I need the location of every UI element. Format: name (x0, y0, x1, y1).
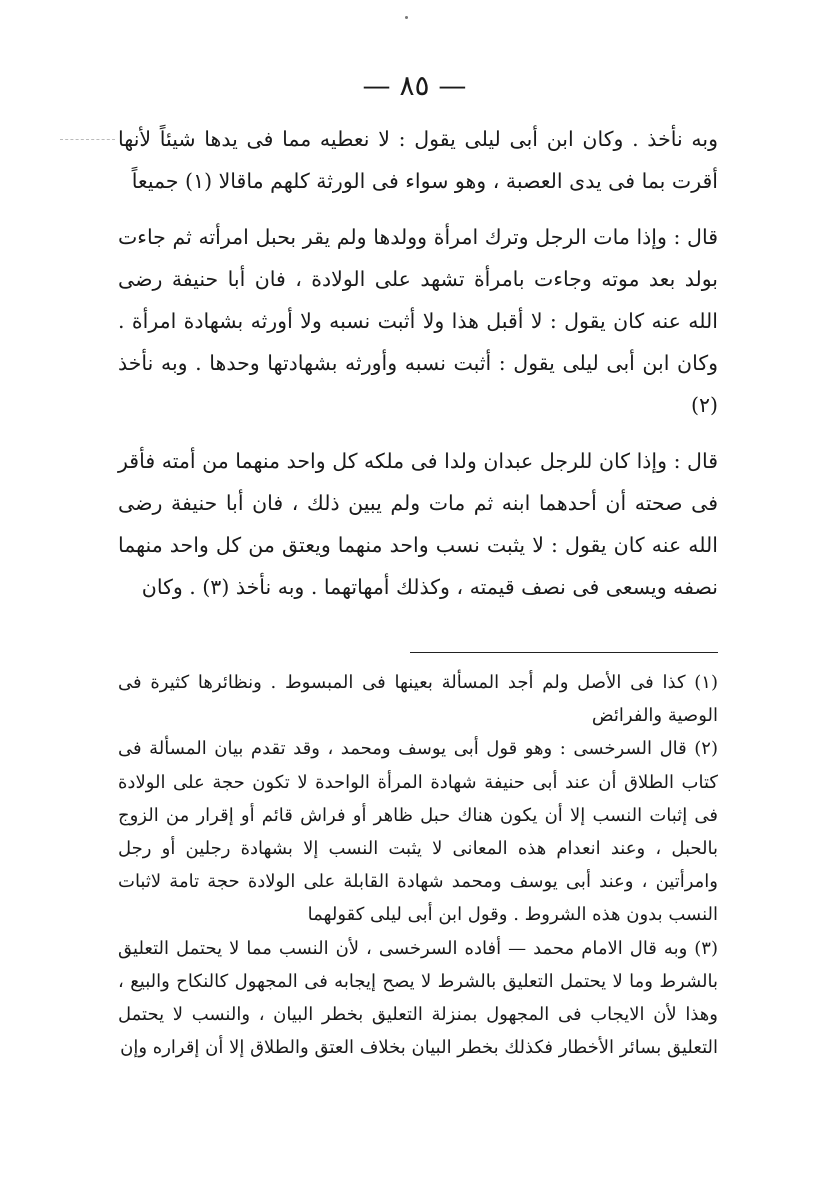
page-number: — ٨٥ — (362, 69, 467, 102)
footnote-divider (410, 652, 718, 653)
scan-speck (405, 16, 408, 19)
paragraph-1: وبه نأخذ . وكان ابن أبى ليلى يقول : لا نعطيه مما فى يدها شيئاً لأنها أقرت بما فى يدى العصبة ، وهو سواء فى الورثة كلهم ماقالا (١) جميعاً (118, 127, 718, 193)
footnote-3: (٣) وبه قال الامام محمد — أفاده السرخسى ، لأن النسب مما لا يحتمل التعليق بالشرط وما لا يحتمل التعليق بالشرط لا يصح إيجابه فى المجهول كالنكاح والبيع ، وهذا لأن الايجاب فى المجهول بمنزلة التعليق بخطر البيان ، والنسب لا يحتمل التعليق بسائر الأخطار فكذلك بخطر البيان بخلاف العتق والطلاق إلا أن إقراره وإن (118, 937, 718, 1059)
margin-mark (60, 139, 115, 140)
footnote-2: (٢) قال السرخسى : وهو قول أبى يوسف ومحمد ، وقد تقدم بيان المسألة فى كتاب الطلاق أن عند أبى حنيفة شهادة المرأة الواحدة لا تكون حجة على الولادة فى إثبات النسب إلا أن يكون هناك حبل ظاهر أو فراش قائم أو إقرار من الزوج بالحبل ، وعند انعدام هذه المعانى لا يثبت النسب إلا بشهادة رجلين أو رجل وامرأتين ، وعند أبى يوسف ومحمد شهادة القابلة على الولادة حجة تامة لاثبات النسب بدون هذه الشروط . وقول ابن أبى ليلى كقولهما (118, 738, 718, 926)
paragraph-2: قال : وإذا مات الرجل وترك امرأة وولدها ولم يقر بحبل امرأته ثم جاءت بولد بعد موته وجاءت بامرأة تشهد على الولادة ، فان أبا حنيفة رضى الله عنه كان يقول : لا أقبل هذا ولا أثبت نسبه ولا أورثه بشهادة امرأة . وكان ابن أبى ليلى يقول : أثبت نسبه وأورثه بشهادتها وحدها . وبه نأخذ (٢) (118, 225, 718, 417)
footnote-1: (١) كذا فى الأصل ولم أجد المسألة بعينها فى المبسوط . ونظائرها كثيرة فى الوصية والفرائض (118, 672, 718, 727)
paragraph-3: قال : وإذا كان للرجل عبدان ولدا فى ملكه كل واحد منهما من أمته فأقر فى صحته أن أحدهما ابنه ثم مات ولم يبين ذلك ، فان أبا حنيفة رضى الله عنه كان يقول : لا يثبت نسب واحد منهما ويعتق من كل واحد منهما نصفه ويسعى فى نصف قيمته ، وكذلك أمهاتهما . وبه نأخذ (٣) . وكان (118, 449, 718, 599)
footnotes (118, 666, 718, 1064)
main-text (118, 118, 718, 608)
